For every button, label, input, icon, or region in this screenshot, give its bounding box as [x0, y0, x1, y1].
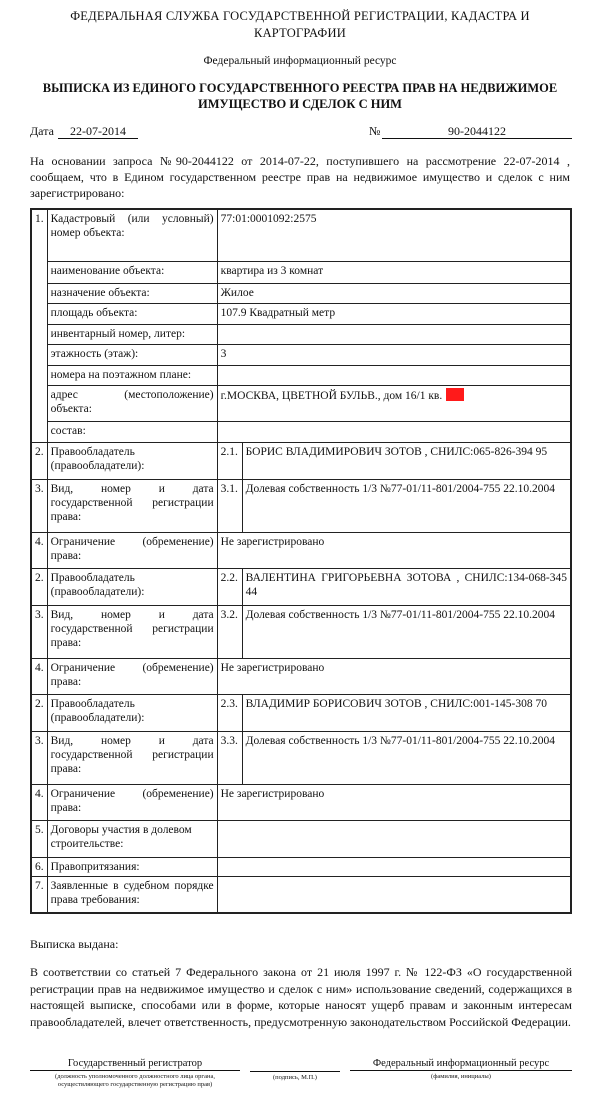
section-number: 7.	[31, 876, 47, 913]
object-value	[217, 324, 571, 344]
object-row	[31, 283, 571, 303]
limit-label: Ограничение (обременение) права:	[47, 532, 217, 568]
object-value	[217, 365, 571, 385]
object-label: площадь объекта:	[47, 303, 217, 324]
holder-value: БОРИС ВЛАДИМИРОВИЧ ЗОТОВ , СНИЛС:065-826-394 95	[242, 442, 571, 479]
redaction-mark	[446, 388, 464, 401]
right-label: Вид, номер и дата государственной регистрации права:	[47, 605, 217, 658]
resource-signatory: Федеральный информационный ресурс	[350, 1058, 572, 1071]
date-label: Дата	[30, 124, 54, 138]
holder-label: Правообладатель (правообладатели):	[47, 442, 217, 479]
object-row	[31, 261, 571, 283]
registry-table	[30, 208, 572, 914]
limit-row	[31, 784, 571, 820]
object-value: квартира из 3 комнат	[217, 261, 571, 283]
right-label: Вид, номер и дата государственной регистрации права:	[47, 479, 217, 532]
section-number: 2.	[31, 442, 47, 479]
limit-label: Ограничение (обременение) права:	[47, 784, 217, 820]
resource-signature-block	[350, 1058, 572, 1081]
object-label: этажность (этаж):	[47, 344, 217, 365]
section-number: 3.	[31, 605, 47, 658]
limit-value: Не зарегистрировано	[217, 784, 571, 820]
object-row	[31, 344, 571, 365]
section-number: 2.	[31, 568, 47, 605]
holder-subnumber: 2.2.	[217, 568, 242, 605]
intro-paragraph: На основании запроса №90-2044122 от 2014-07-22, поступившего на рассмотрение 22-07-2014 , сообщаем, что в Едином государственном реестре прав на недвижимое имущество и сделок с ним зарегистрировано:	[30, 154, 570, 200]
right-subnumber: 3.1.	[217, 479, 242, 532]
address-value: г.МОСКВА, ЦВЕТНОЙ БУЛЬВ., дом 16/1 кв.	[220, 389, 443, 402]
right-row	[31, 605, 571, 658]
holder-subnumber: 2.3.	[217, 694, 242, 731]
shared-construction-row	[31, 820, 571, 857]
object-value: 3	[217, 344, 571, 365]
court-claims-value	[217, 876, 571, 913]
date-value: 22-07-2014	[58, 124, 138, 139]
right-row	[31, 479, 571, 532]
registrar-caption: (должность уполномоченного должностного лица органа, осуществляющего государственную регистрацию прав)	[55, 1073, 215, 1088]
signature-stamp-block	[250, 1058, 340, 1082]
right-subnumber: 3.3.	[217, 731, 242, 784]
holder-row	[31, 568, 571, 605]
agency-name: ФЕДЕРАЛЬНАЯ СЛУЖБА ГОСУДАРСТВЕННОЙ РЕГИСТРАЦИИ, КАДАСТРА И КАРТОГРАФИИ	[70, 9, 530, 40]
right-value: Долевая собственность 1/3 №77-01/11-801/2004-755 22.10.2004	[242, 731, 571, 784]
section-number: 4.	[31, 532, 47, 568]
section-number: 1.	[31, 209, 47, 442]
object-value: Жилое	[217, 283, 571, 303]
object-row	[31, 324, 571, 344]
number-value: 90-2044122	[382, 124, 572, 139]
address-cell	[217, 385, 571, 421]
court-claims-row	[31, 876, 571, 913]
object-label: наименование объекта:	[47, 261, 217, 283]
shared-construction-value	[217, 820, 571, 857]
object-label: назначение объекта:	[47, 283, 217, 303]
right-subnumber: 3.2.	[217, 605, 242, 658]
court-claims-label: Заявленные в судебном порядке права требования:	[47, 876, 217, 913]
section-number: 3.	[31, 479, 47, 532]
object-label: номера на поэтажном плане:	[47, 365, 217, 385]
signature-line	[250, 1058, 340, 1072]
section-number: 2.	[31, 694, 47, 731]
holder-value: ВЛАДИМИР БОРИСОВИЧ ЗОТОВ , СНИЛС:001-145-308 70	[242, 694, 571, 731]
section-number: 5.	[31, 820, 47, 857]
section-number: 6.	[31, 857, 47, 876]
holder-subnumber: 2.1.	[217, 442, 242, 479]
object-row	[31, 421, 571, 442]
document-title: ВЫПИСКА ИЗ ЕДИНОГО ГОСУДАРСТВЕННОГО РЕЕСТРА ПРАВ НА НЕДВИЖИМОЕ ИМУЩЕСТВО И СДЕЛОК С НИМ	[42, 81, 558, 111]
limit-value: Не зарегистрировано	[217, 532, 571, 568]
object-value: 107.9 Квадратный метр	[217, 303, 571, 324]
object-row	[31, 385, 571, 421]
object-row	[31, 209, 571, 261]
claims-row	[31, 857, 571, 876]
holder-value: ВАЛЕНТИНА ГРИГОРЬЕВНА ЗОТОВА , СНИЛС:134-068-345 44	[242, 568, 571, 605]
holder-label: Правообладатель (правообладатели):	[47, 694, 217, 731]
holder-row	[31, 442, 571, 479]
claims-label: Правопритязания:	[47, 857, 217, 876]
resource-subtitle: Федеральный информационный ресурс	[203, 55, 397, 67]
object-row	[31, 303, 571, 324]
limit-value: Не зарегистрировано	[217, 658, 571, 694]
limit-label: Ограничение (обременение) права:	[47, 658, 217, 694]
object-label: инвентарный номер, литер:	[47, 324, 217, 344]
right-row	[31, 731, 571, 784]
object-label: Кадастровый (или условный) номер объекта:	[47, 209, 217, 261]
right-label: Вид, номер и дата государственной регистрации права:	[47, 731, 217, 784]
object-row	[31, 365, 571, 385]
right-value: Долевая собственность 1/3 №77-01/11-801/2004-755 22.10.2004	[242, 605, 571, 658]
right-value: Долевая собственность 1/3 №77-01/11-801/2004-755 22.10.2004	[242, 479, 571, 532]
section-number: 3.	[31, 731, 47, 784]
claims-value	[217, 857, 571, 876]
issued-to-label: Выписка выдана:	[30, 937, 119, 951]
shared-construction-label: Договоры участия в долевом строительстве:	[47, 820, 217, 857]
resource-caption: (фамилия, инициалы)	[431, 1073, 491, 1080]
registrar-title: Государственный регистратор	[30, 1058, 240, 1071]
law-notice: В соответствии со статьей 7 Федерального закона от 21 июля 1997 г. № 122-ФЗ «О государственной регистрации прав на недвижимое имущество и сделок с ним» использование сведений, содержащихся в настоящей выписке, способами или в форме, которые наносят ущерб правам и законным интересам правообладателей, влечет ответственность, предусмотренную законодательством Российской Федерации.	[30, 965, 572, 1029]
registrar-signature-block	[30, 1058, 240, 1088]
limit-row	[31, 658, 571, 694]
holder-label: Правообладатель (правообладатели):	[47, 568, 217, 605]
object-label: адрес (местоположение) объекта:	[47, 385, 217, 421]
section-number: 4.	[31, 784, 47, 820]
object-value: 77:01:0001092:2575	[217, 209, 571, 261]
number-label: №	[369, 124, 381, 138]
holder-row	[31, 694, 571, 731]
object-label: состав:	[47, 421, 217, 442]
section-number: 4.	[31, 658, 47, 694]
signature-caption: (подпись, М.П.)	[273, 1074, 317, 1081]
limit-row	[31, 532, 571, 568]
object-value	[217, 421, 571, 442]
